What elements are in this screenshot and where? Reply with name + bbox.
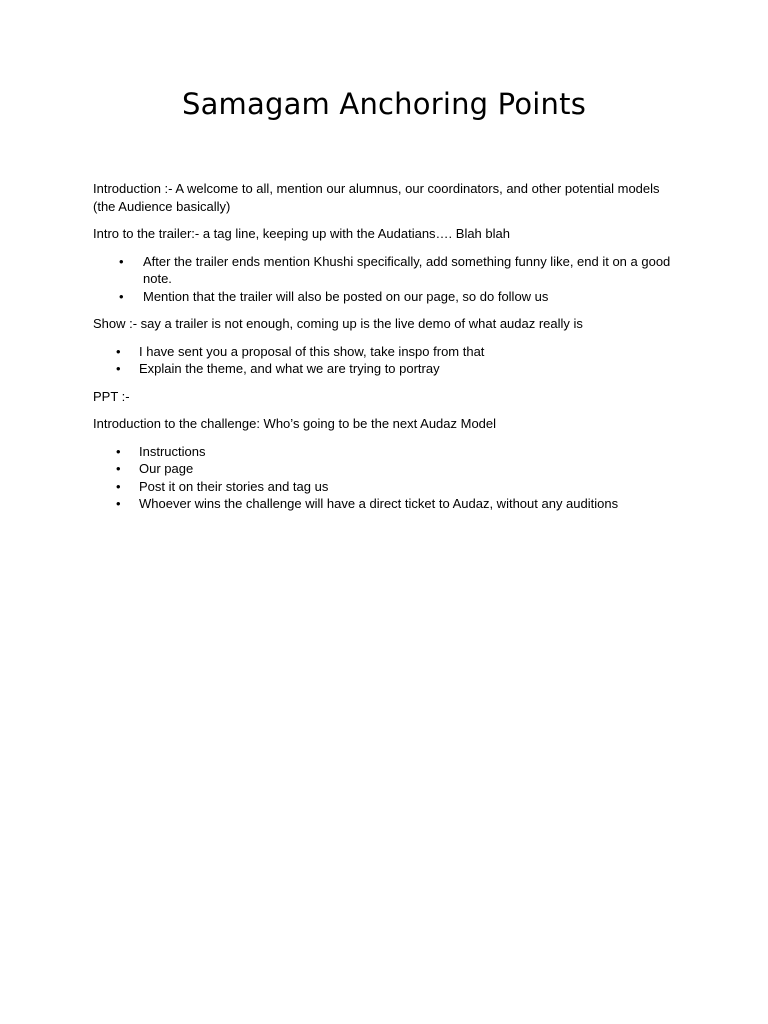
bullet-icon: • bbox=[116, 478, 121, 494]
list-item bbox=[93, 253, 683, 288]
list-item-text: Mention that the trailer will also be posted on our page, so do follow us bbox=[143, 288, 549, 304]
bullet-icon: • bbox=[116, 496, 121, 511]
list-item-text: Whoever wins the challenge will have a direct ticket to Audaz, without any auditions bbox=[139, 496, 619, 511]
bullet-icon: • bbox=[116, 361, 121, 376]
list-item-text: After the trailer ends mention Khushi specifically, add something funny like, end it on a good note. bbox=[143, 253, 671, 286]
list-item bbox=[93, 288, 683, 306]
show-points-list bbox=[93, 343, 683, 378]
introduction-paragraph: Introduction :- A welcome to all, mention our alumnus, our coordinators, and other potential models (the Audience basically) bbox=[93, 181, 660, 214]
list-item-text: Post it on their stories and tag us bbox=[139, 478, 329, 494]
list-item-text: Our page bbox=[139, 461, 194, 476]
trailer-points-list bbox=[93, 253, 683, 306]
list-item bbox=[93, 495, 683, 513]
list-item bbox=[93, 443, 683, 461]
bullet-icon: • bbox=[116, 461, 121, 476]
show-paragraph: Show :- say a trailer is not enough, coming up is the live demo of what audaz really is bbox=[93, 316, 583, 331]
list-item bbox=[93, 343, 683, 361]
list-item-text: Instructions bbox=[139, 443, 206, 459]
list-item-text: I have sent you a proposal of this show, take inspo from that bbox=[139, 343, 485, 359]
bullet-icon: • bbox=[116, 443, 121, 459]
list-item-text: Explain the theme, and what we are trying to portray bbox=[139, 361, 440, 376]
bullet-icon: • bbox=[119, 288, 124, 304]
challenge-paragraph: Introduction to the challenge: Who’s going to be the next Audaz Model bbox=[93, 416, 497, 431]
list-item bbox=[93, 360, 683, 378]
document-body bbox=[93, 180, 683, 523]
list-item bbox=[93, 460, 683, 478]
challenge-points-list bbox=[93, 443, 683, 513]
ppt-paragraph: PPT :- bbox=[93, 388, 130, 404]
bullet-icon: • bbox=[119, 253, 124, 269]
trailer-intro-paragraph: Intro to the trailer:- a tag line, keeping up with the Audatians…. Blah blah bbox=[93, 226, 510, 241]
document-title: Samagam Anchoring Points bbox=[181, 87, 587, 121]
list-item bbox=[93, 478, 683, 496]
bullet-icon: • bbox=[116, 343, 121, 359]
